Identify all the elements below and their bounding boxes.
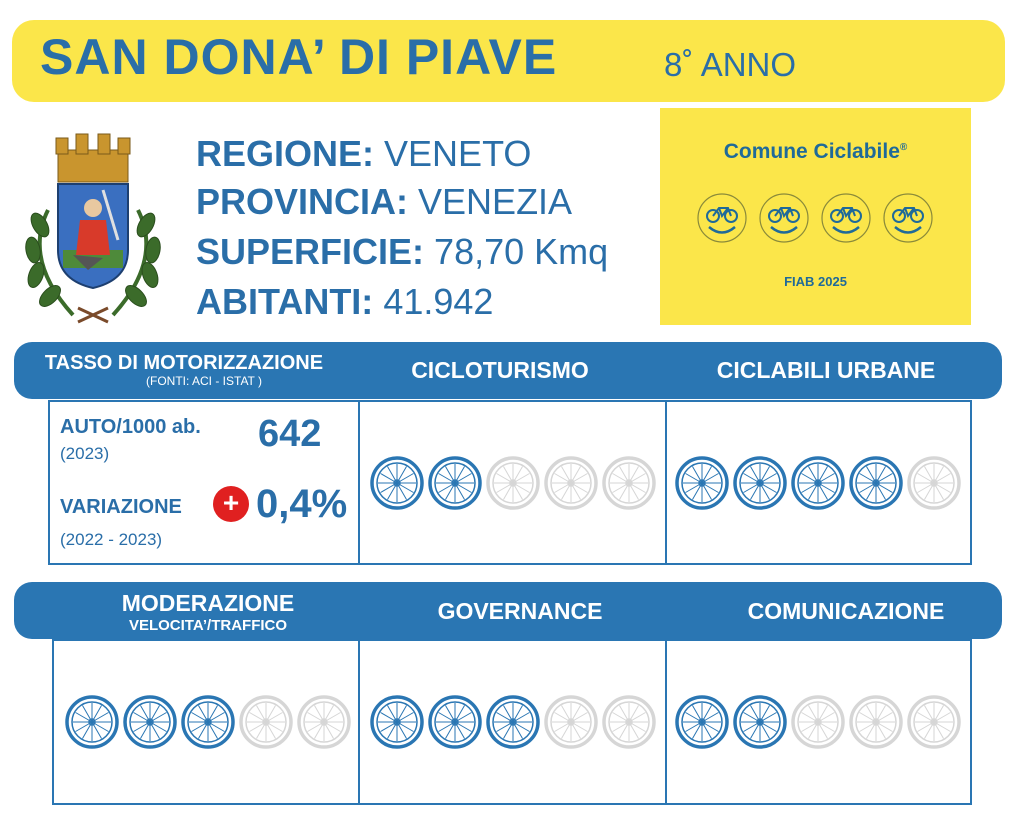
moderazione-subtitle: VELOCITA’/TRAFFICO [128, 617, 288, 634]
badge-bike-icons [696, 192, 936, 244]
badge-title [660, 140, 971, 164]
provincia-line [196, 182, 572, 222]
wheel-icon-empty [299, 697, 349, 747]
wheel-icon-empty [604, 697, 654, 747]
moderazione-rating [63, 694, 355, 750]
badge-title-text: Comune Ciclabile [723, 140, 900, 163]
wheel-icon-filled [735, 458, 785, 508]
governance-rating [368, 694, 660, 750]
smiling-bicycle-icon [822, 194, 870, 242]
regione-line [196, 134, 531, 174]
wheel-icon-filled [430, 697, 480, 747]
plus-badge-icon: + [213, 486, 249, 522]
comunicazione-title: COMUNICAZIONE [747, 598, 945, 624]
wheel-icon-filled [851, 458, 901, 508]
smiling-bicycle-icon [884, 194, 932, 242]
wheel-icon-filled [677, 697, 727, 747]
superficie-value: 78,70 Kmq [434, 231, 609, 272]
coat-of-arms-icon [18, 130, 168, 330]
abitanti-line [196, 282, 493, 322]
wheel-icon-empty [488, 458, 538, 508]
wheel-icon-filled [793, 458, 843, 508]
wheel-icon-filled [372, 458, 422, 508]
superficie-label: SUPERFICIE: [196, 231, 425, 272]
superficie-line [196, 232, 608, 272]
regione-value: VENETO [384, 133, 532, 174]
wheel-icon-empty [909, 458, 959, 508]
registered-mark: ® [899, 142, 908, 153]
provincia-label: PROVINCIA: [196, 181, 409, 222]
comunicazione-rating [673, 694, 965, 750]
wheel-icon-filled [125, 697, 175, 747]
variazione-value: 0,4% [256, 482, 348, 526]
ciclabili-rating [673, 455, 965, 511]
wheel-icon-filled [183, 697, 233, 747]
wheel-icon-empty [546, 697, 596, 747]
abitanti-label: ABITANTI: [196, 281, 374, 322]
wheel-icon-filled [677, 458, 727, 508]
wheel-icon-filled [430, 458, 480, 508]
city-name: SAN DONA’ DI PIAVE [40, 29, 558, 85]
cicloturismo-rating [368, 455, 660, 511]
smiling-bicycle-icon [698, 194, 746, 242]
auto-year: (2023) [60, 444, 110, 463]
smiling-bicycle-icon [760, 194, 808, 242]
wheel-icon-empty [241, 697, 291, 747]
regione-label: REGIONE: [196, 133, 375, 174]
wheel-icon-empty [604, 458, 654, 508]
comune-ciclabile-badge [660, 108, 971, 325]
variazione-years: (2022 - 2023) [60, 530, 163, 549]
wheel-icon-empty [793, 697, 843, 747]
governance-title: GOVERNANCE [437, 598, 603, 624]
auto-value: 642 [258, 413, 322, 455]
auto-label: AUTO/1000 ab. [60, 416, 201, 438]
variazione-label: VARIAZIONE [60, 496, 182, 518]
motorizzazione-source: (FONTI: ACI - ISTAT ) [146, 374, 262, 388]
provincia-value: VENEZIA [418, 181, 573, 222]
motorizzazione-title: TASSO DI MOTORIZZAZIONE [44, 352, 324, 374]
wheel-icon-filled [67, 697, 117, 747]
wheel-icon-filled [735, 697, 785, 747]
wheel-icon-empty [909, 697, 959, 747]
wheel-icon-empty [546, 458, 596, 508]
wheel-icon-filled [488, 697, 538, 747]
badge-year: FIAB 2025 [784, 274, 847, 289]
cicloturismo-title: CICLOTURISMO [411, 357, 589, 383]
edition-label: 8˚ ANNO [664, 46, 797, 83]
abitanti-value: 41.942 [383, 281, 494, 322]
wheel-icon-filled [372, 697, 422, 747]
moderazione-title: MODERAZIONE [121, 590, 295, 616]
ciclabili-title: CICLABILI URBANE [716, 357, 936, 383]
wheel-icon-empty [851, 697, 901, 747]
